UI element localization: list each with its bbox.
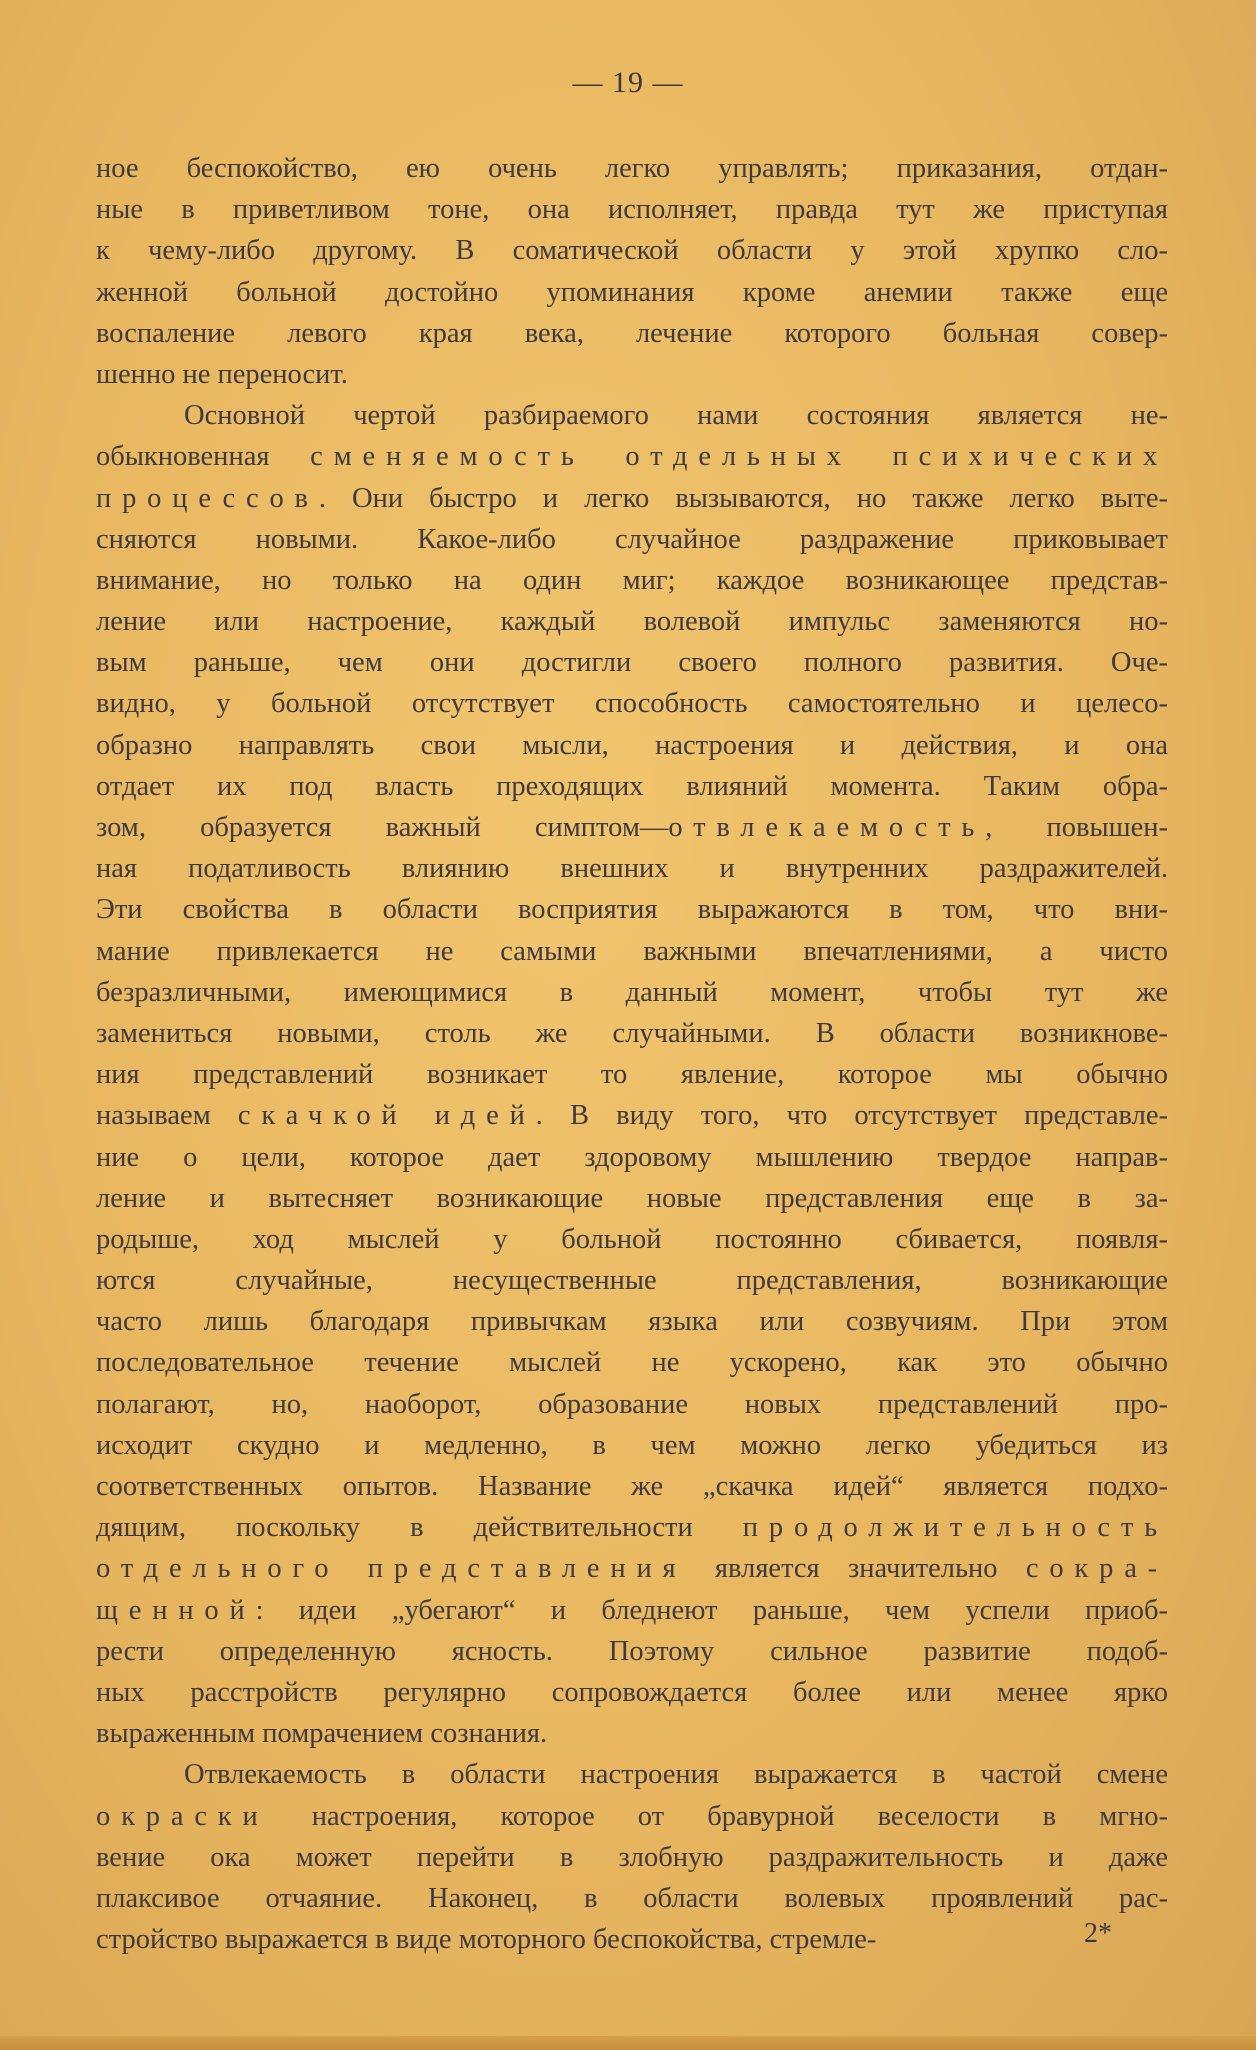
text-line: ные в приветливом тоне, она исполняет, правда тут же приступая bbox=[96, 194, 1168, 226]
text-line: называем скачкой идей. В виду того, что отсутствует представле- bbox=[96, 1100, 1168, 1132]
text-line: Эти свойства в области восприятия выражаются в том, что вни- bbox=[96, 894, 1168, 926]
text-line: ных расстройств регулярно сопровождается более или менее ярко bbox=[96, 1676, 1168, 1708]
text-line: к чему-либо другому. В соматической области у этой хрупко сло- bbox=[96, 235, 1168, 267]
text-line: женной больной достойно упоминания кроме анемии также еще bbox=[96, 276, 1168, 308]
text-line: выраженным помрачением сознания. bbox=[96, 1718, 548, 1750]
text-line: Отвлекаемость в области настроения выражается в частой смене bbox=[184, 1759, 1168, 1791]
text-line: Основной чертой разбираемого нами состояния является не- bbox=[184, 400, 1168, 432]
text-line: отдельного представления является значительно сокра- bbox=[96, 1553, 1168, 1585]
text-line: вым раньше, чем они достигли своего полного развития. Оче- bbox=[96, 647, 1168, 679]
text-line: вение ока может перейти в злобную раздражительность и даже bbox=[96, 1841, 1168, 1873]
text-line: образно направлять свои мысли, настроения и действия, и она bbox=[96, 729, 1168, 761]
text-line: ются случайные, несущественные представления, возникающие bbox=[96, 1265, 1168, 1297]
page-number: — 19 — bbox=[572, 66, 684, 99]
text-line: соответственных опытов. Название же „скачка идей“ является подхо- bbox=[96, 1471, 1168, 1502]
text-line: шенно не переносит. bbox=[96, 358, 348, 390]
text-line: исходит скудно и медленно, в чем можно легко убедиться из bbox=[96, 1429, 1168, 1461]
text-line: обыкновенная сменяемость отдельных психических bbox=[96, 441, 1168, 473]
text-line: безразличными, имеющимися в данный момент, чтобы тут же bbox=[96, 976, 1168, 1008]
page-bottom-edge bbox=[0, 2036, 1256, 2050]
text-line: мание привлекается не самыми важными впечатлениями, а чисто bbox=[96, 935, 1168, 967]
text-line: ния представлений возникает то явление, которое мы обычно bbox=[96, 1059, 1168, 1091]
text-line: видно, у больной отсутствует способность самостоятельно и целесо- bbox=[96, 688, 1168, 720]
text-line: стройство выражается в виде моторного беспокойства, стремле- bbox=[96, 1924, 877, 1956]
text-line: плаксивое отчаяние. Наконец, в области волевых проявлений рас- bbox=[96, 1882, 1168, 1914]
text-line: воспаление левого края века, лечение которого больная совер- bbox=[96, 317, 1168, 349]
text-line: отдает их под власть преходящих влияний момента. Таким обра- bbox=[96, 770, 1168, 802]
text-line: родыше, ход мыслей у больной постоянно сбивается, появля- bbox=[96, 1223, 1168, 1255]
text-line: дящим, поскольку в действительности продолжительность bbox=[96, 1512, 1168, 1544]
text-line: полагают, но, наоборот, образование новых представлений про- bbox=[96, 1388, 1168, 1420]
text-line: внимание, но только на один миг; каждое возникающее представ- bbox=[96, 564, 1168, 596]
text-line: ная податливость влиянию внешних и внутренних раздражителей. bbox=[96, 853, 1168, 885]
text-line: ное беспокойство, ею очень легко управлять; приказания, отдан- bbox=[96, 153, 1168, 184]
text-line: сняются новыми. Какое-либо случайное раздражение приковывает bbox=[96, 523, 1168, 555]
text-line: часто лишь благодаря привычкам языка или созвучиям. При этом bbox=[96, 1306, 1168, 1338]
text-line: ние о цели, которое дает здоровому мышлению твердое направ- bbox=[96, 1141, 1168, 1173]
body-text bbox=[96, 148, 1168, 1960]
text-line: рести определенную ясность. Поэтому сильное развитие подоб- bbox=[96, 1635, 1168, 1667]
text-line: ление и вытесняет возникающие новые представления еще в за- bbox=[96, 1182, 1168, 1214]
text-line: процессов. Они быстро и легко вызываются, но также легко выте- bbox=[96, 482, 1168, 514]
text-line: ление или настроение, каждый волевой импульс заменяются но- bbox=[96, 606, 1168, 638]
text-line: зом, образуется важный симптом—отвлекаемость, повышен- bbox=[96, 812, 1168, 843]
text-line: окраски настроения, которое от бравурной веселости в мгно- bbox=[96, 1800, 1168, 1832]
text-line: щенной: идеи „убегают“ и бледнеют раньше, чем успели приоб- bbox=[96, 1594, 1168, 1626]
text-line: последовательное течение мыслей не ускорено, как это обычно bbox=[96, 1347, 1168, 1379]
signature-mark: 2* bbox=[1084, 1918, 1112, 1949]
text-line: замениться новыми, столь же случайными. В области возникнове- bbox=[96, 1017, 1168, 1049]
